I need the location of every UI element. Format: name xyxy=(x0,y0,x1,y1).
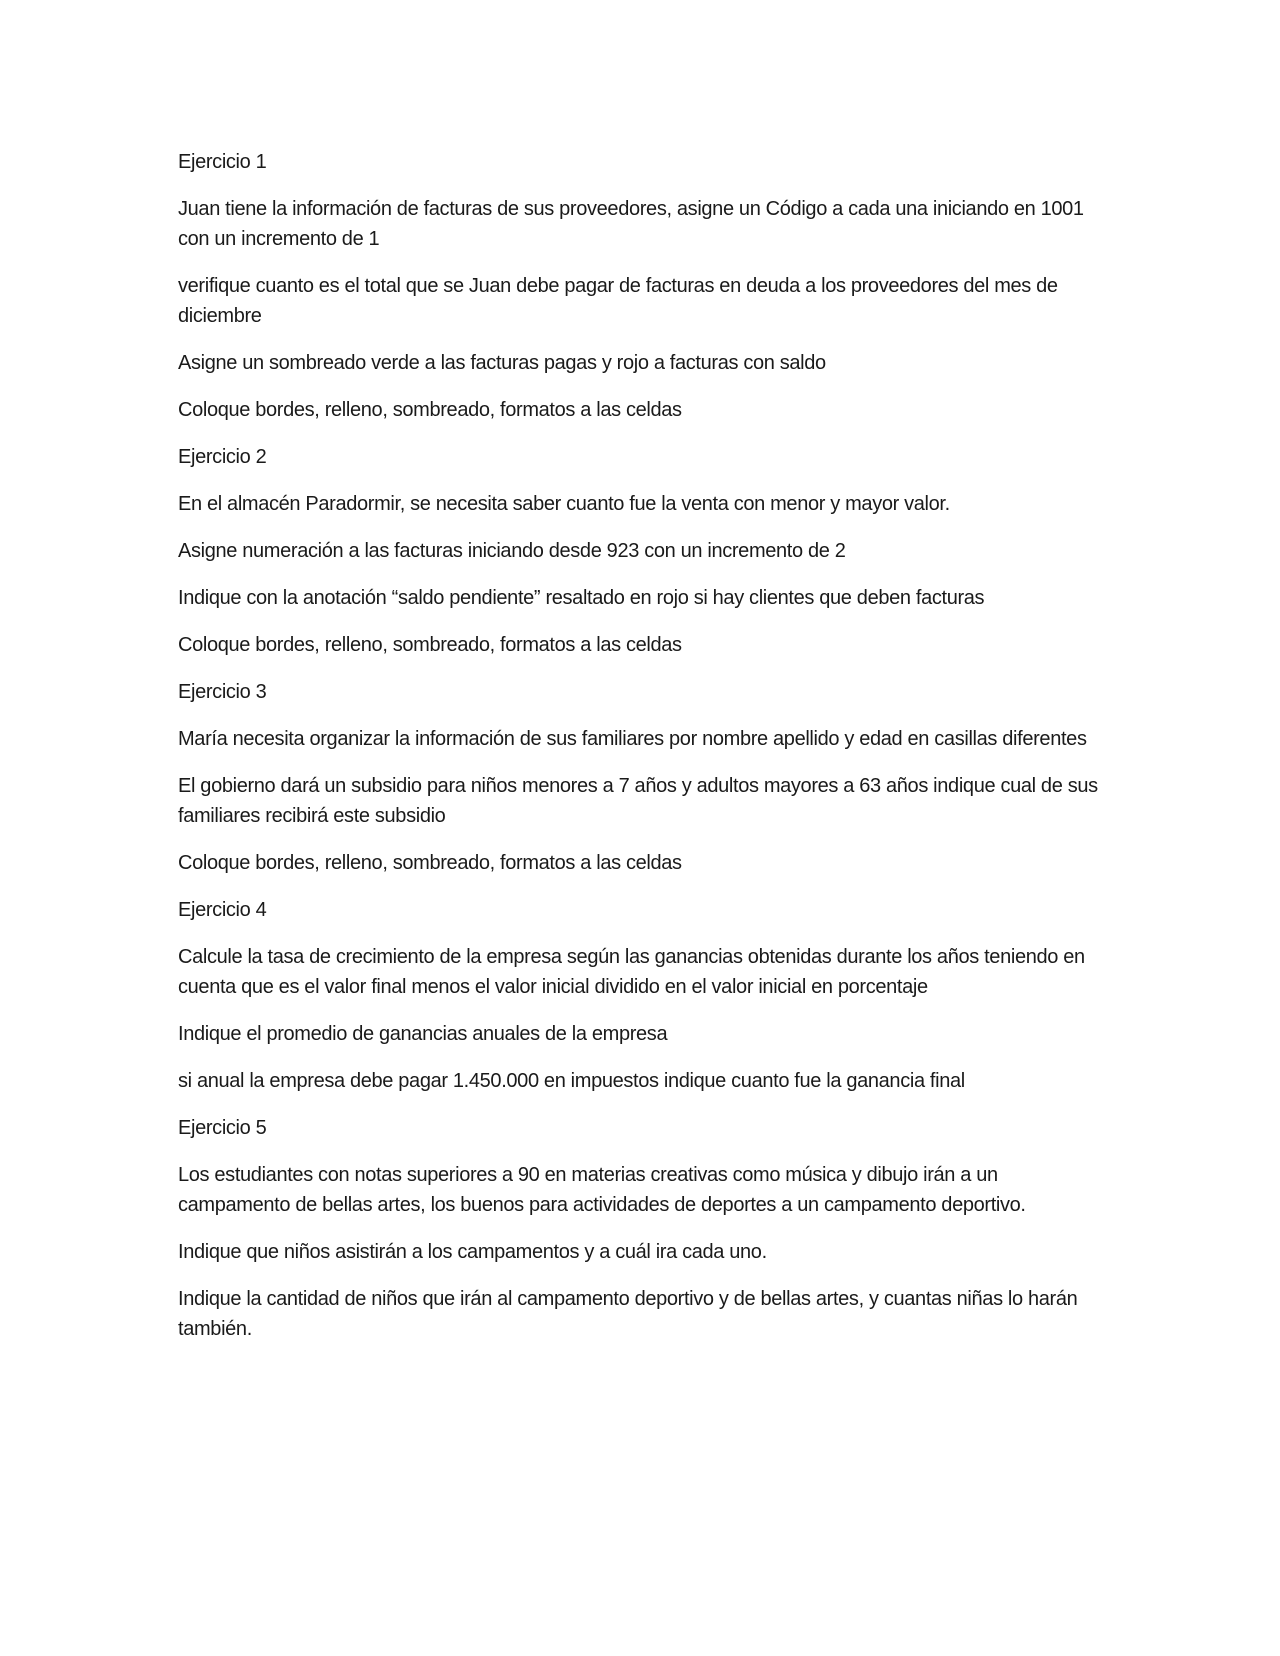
exercise-paragraph: Asigne numeración a las facturas iniciando desde 923 con un incremento de 2 xyxy=(178,540,846,562)
exercise-paragraph: Asigne un sombreado verde a las facturas pagas y rojo a facturas con saldo xyxy=(178,352,826,374)
exercise-paragraph: si anual la empresa debe pagar 1.450.000 en impuestos indique cuanto fue la ganancia final xyxy=(178,1070,965,1092)
exercise-paragraph: El gobierno dará un subsidio para niños menores a 7 años y adultos mayores a 63 años indique cual de sus familiares recibirá este subsidio xyxy=(178,775,1098,827)
exercise-paragraph: Indique que niños asistirán a los campamentos y a cuál ira cada uno. xyxy=(178,1241,767,1263)
exercise-paragraph: En el almacén Paradormir, se necesita saber cuanto fue la venta con menor y mayor valor. xyxy=(178,493,950,515)
exercise-5 xyxy=(178,1113,1108,1344)
exercise-paragraph: Indique el promedio de ganancias anuales de la empresa xyxy=(178,1023,668,1045)
exercise-paragraph: Calcule la tasa de crecimiento de la empresa según las ganancias obtenidas durante los años teniendo en cuenta que es el valor final menos el valor inicial dividido en el valor inicial en porcentaje xyxy=(178,946,1085,998)
exercise-paragraph: Coloque bordes, relleno, sombreado, formatos a las celdas xyxy=(178,634,682,656)
exercise-paragraph: Coloque bordes, relleno, sombreado, formatos a las celdas xyxy=(178,852,682,874)
exercise-title: Ejercicio 5 xyxy=(178,1117,267,1139)
exercise-3 xyxy=(178,677,1108,878)
exercise-paragraph: Coloque bordes, relleno, sombreado, formatos a las celdas xyxy=(178,399,682,421)
exercise-paragraph: María necesita organizar la información de sus familiares por nombre apellido y edad en casillas diferentes xyxy=(178,728,1087,750)
exercise-2 xyxy=(178,442,1108,660)
exercise-paragraph: Indique con la anotación “saldo pendiente” resaltado en rojo si hay clientes que deben facturas xyxy=(178,587,985,609)
exercise-title: Ejercicio 2 xyxy=(178,446,267,468)
exercise-title: Ejercicio 1 xyxy=(178,151,267,173)
document-body xyxy=(178,147,1108,1361)
exercise-paragraph: Indique la cantidad de niños que irán al campamento deportivo y de bellas artes, y cuantas niñas lo harán también. xyxy=(178,1288,1078,1340)
exercise-4 xyxy=(178,895,1108,1096)
exercise-1 xyxy=(178,147,1108,425)
exercise-paragraph: verifique cuanto es el total que se Juan debe pagar de facturas en deuda a los proveedores del mes de diciembre xyxy=(178,275,1058,327)
exercise-paragraph: Los estudiantes con notas superiores a 90 en materias creativas como música y dibujo irán a un campamento de bellas artes, los buenos para actividades de deportes a un campamento deportivo. xyxy=(178,1164,1026,1216)
exercise-paragraph: Juan tiene la información de facturas de sus proveedores, asigne un Código a cada una iniciando en 1001 con un incremento de 1 xyxy=(178,198,1084,250)
exercise-title: Ejercicio 3 xyxy=(178,681,267,703)
exercise-title: Ejercicio 4 xyxy=(178,899,267,921)
